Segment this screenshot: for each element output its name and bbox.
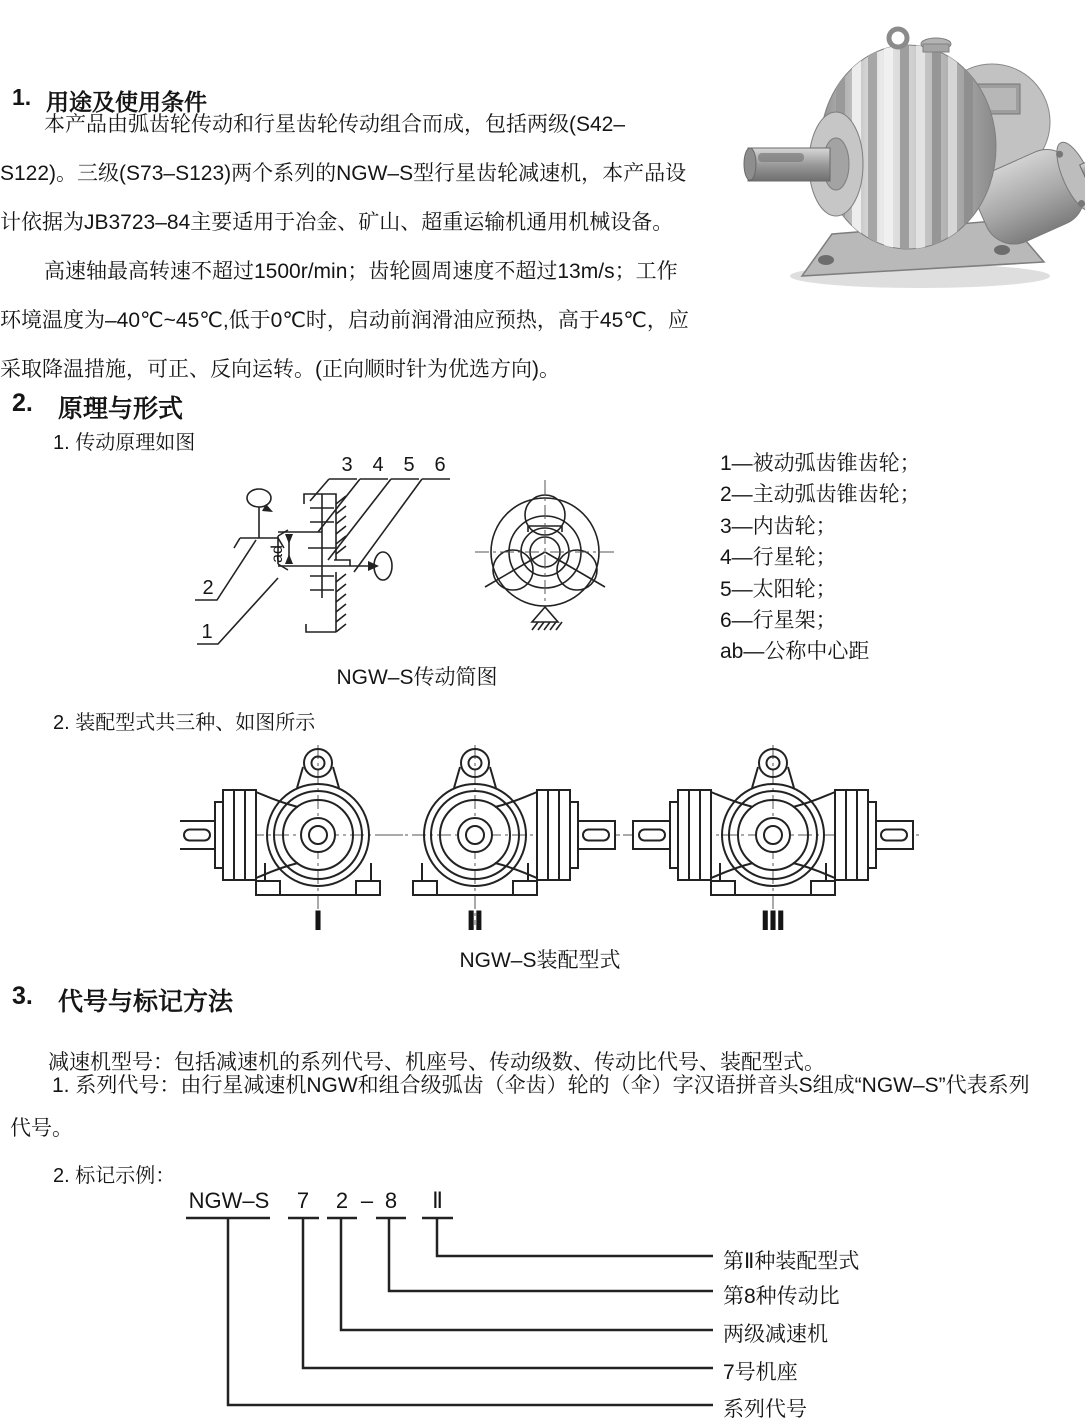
text-line: 代号。	[10, 1117, 73, 1140]
assembly-type-2-label: Ⅱ	[466, 906, 484, 936]
marking-code-frame: 7	[296, 1188, 310, 1213]
callout-5: 5	[403, 454, 415, 476]
section-3-heading	[12, 982, 233, 1018]
text-line: 1. 系列代号：由行星减速机NGW和组合级弧齿（伞齿）轮的（伞）字汉语拼音头S组成“NGW–S”代表系列	[52, 1074, 1030, 1097]
marking-label-assembly-type: 第Ⅱ种装配型式	[723, 1250, 860, 1273]
marking-connector-lines	[180, 1195, 740, 1415]
assembly-type-3-label: Ⅲ	[760, 906, 786, 936]
assembly-diagram	[180, 742, 920, 940]
callout-6: 6	[434, 454, 446, 476]
marking-label-stages: 两级减速机	[723, 1323, 828, 1346]
text-line: 本产品由弧齿轮传动和行星齿轮传动组合而成，包括两级(S42–	[44, 113, 626, 136]
legend-item: 2—主动弧齿锥齿轮；	[720, 483, 921, 507]
legend-item: 1—被动弧齿锥齿轮；	[720, 452, 921, 475]
section-3-paragraph-1: 减速机型号：包括减速机的系列代号、机座号、传动级数、传动比代号、装配型式。	[48, 1051, 825, 1074]
section-3-title: 代号与标记方法	[58, 988, 234, 1016]
legend-item: 6—行星架；	[720, 609, 837, 633]
section-1-number: 1.	[12, 84, 32, 110]
section-2-heading	[12, 389, 183, 425]
legend-item: 5—太阳轮；	[720, 577, 837, 601]
section-3-paragraph-2	[0, 1064, 1030, 1150]
assembly-caption: NGW–S装配型式	[459, 949, 621, 972]
section-1-title: 用途及使用条件	[46, 89, 207, 115]
subsection-transmission-principle: 1. 传动原理如图	[53, 432, 196, 454]
marking-code-assembly: Ⅱ	[432, 1188, 443, 1213]
text-line: 采取降温措施，可正、反向运转。(正向顺时针为优选方向)。	[0, 358, 560, 381]
text-line: 环境温度为–40℃~45℃,低于0℃时，启动前润滑油应预热，高于45℃，应	[0, 309, 689, 332]
subsection-marking-example: 2. 标记示例：	[53, 1165, 176, 1187]
section-2-number: 2.	[12, 389, 33, 417]
marking-code-dash: –	[360, 1188, 374, 1213]
marking-label-series: 系列代号	[723, 1398, 807, 1419]
section-1-paragraph-2	[0, 247, 708, 394]
section-1-paragraph-1	[0, 100, 708, 247]
callout-2: 2	[202, 577, 214, 599]
callout-4: 4	[372, 454, 384, 476]
legend-item: 4—行星轮；	[720, 546, 837, 570]
legend-item: 3—内齿轮；	[720, 514, 837, 538]
marking-label-ratio: 第8种传动比	[723, 1285, 840, 1308]
callout-1: 1	[201, 621, 213, 643]
marking-code-stages: 2	[335, 1188, 349, 1213]
schematic-caption: NGW–S传动简图	[336, 666, 498, 689]
marking-label-frame: 7号机座	[723, 1361, 798, 1384]
schematic-legend	[720, 448, 921, 668]
section-3-number: 3.	[12, 982, 33, 1010]
section-2-title: 原理与形式	[58, 395, 184, 423]
dimension-label-ad: ad	[269, 545, 286, 563]
callout-3: 3	[341, 454, 353, 476]
product-photo	[740, 22, 1085, 292]
legend-item: ab—公称中心距	[720, 640, 870, 664]
text-line: 高速轴最高转速不超过1500r/min；齿轮圆周速度不超过13m/s；工作	[44, 260, 678, 283]
text-line: 计依据为JB3723–84主要适用于冶金、矿山、超重运输机通用机械设备。	[0, 211, 674, 234]
assembly-type-1-label: Ⅰ	[312, 906, 324, 936]
text-line: S122)。三级(S73–S123)两个系列的NGW–S型行星齿轮减速机，本产品设	[0, 162, 687, 185]
marking-code-ratio: 8	[384, 1188, 398, 1213]
subsection-assembly-types: 2. 装配型式共三种、如图所示	[53, 712, 316, 734]
transmission-schematic	[182, 448, 652, 662]
marking-code-series: NGW–S	[188, 1188, 270, 1213]
